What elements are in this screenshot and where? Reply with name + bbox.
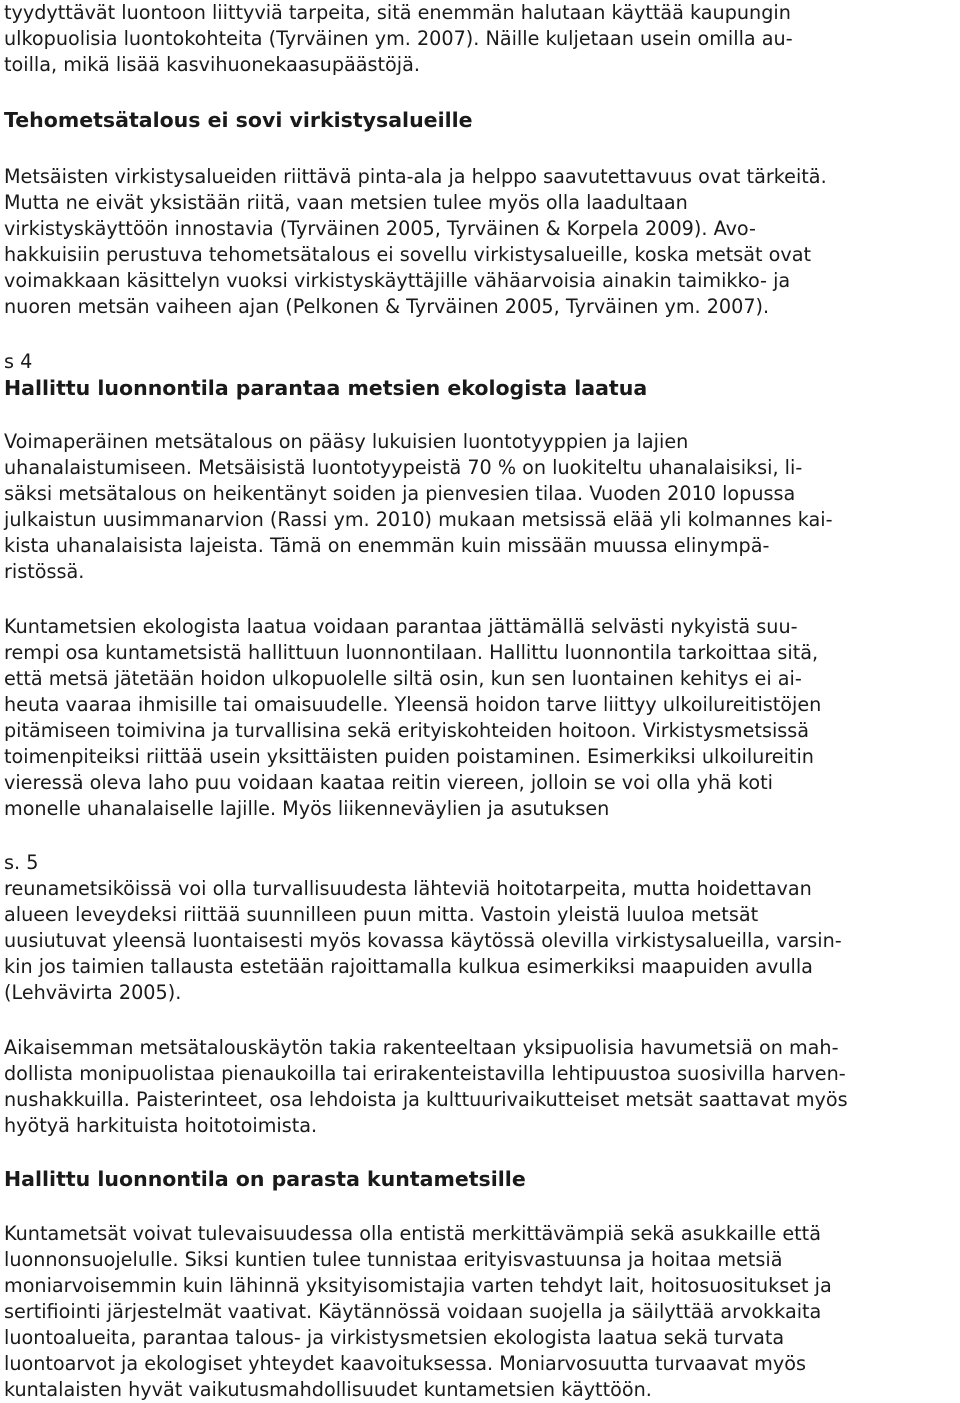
text-line: Kuntametsien ekologista laatua voidaan parantaa jättämällä selvästi nykyistä suu- [4, 615, 798, 638]
text-line: toimenpiteiksi riittää usein yksittäisten puiden poistaminen. Esimerkiksi ulkoilureitin [4, 745, 814, 768]
text-line: että metsä jätetään hoidon ulkopuolelle siltä osin, kun sen luontainen kehitys ei ai- [4, 667, 802, 690]
text-line: luontoalueita, parantaa talous- ja virkistysmetsien ekologista laatua sekä turvata [4, 1326, 785, 1349]
text-line: virkistyskäyttöön innostavia (Tyrväinen 2005, Tyrväinen & Korpela 2009). Avo- [4, 217, 756, 240]
text-line: luontoarvot ja ekologiset yhteydet kaavoituksessa. Moniarvosuutta turvaavat myös [4, 1352, 806, 1375]
text-line: dollista monipuolistaa pienaukoilla tai erirakenteistavilla lehtipuustoa suosivilla harven- [4, 1062, 846, 1085]
text-line: julkaistun uusimmanarvion (Rassi ym. 2010) mukaan metsissä elää yli kolmannes kai- [4, 508, 833, 531]
text-line: ristössä. [4, 560, 85, 583]
text-line: ulkopuolisia luontokohteita (Tyrväinen ym. 2007). Näille kuljetaan usein omilla au- [4, 27, 793, 50]
text-line: kuntalaisten hyvät vaikutusmahdollisuudet kuntametsien käyttöön. [4, 1378, 652, 1401]
text-line: monelle uhanalaiselle lajille. Myös liikenneväylien ja asutuksen [4, 797, 610, 820]
text-line: kin jos taimien tallausta estetään rajoittamalla kulkua esimerkiksi maapuiden avulla [4, 955, 813, 978]
text-line: nushakkuilla. Paisterinteet, osa lehdoista ja kulttuurivaikutteiset metsät saattavat myös [4, 1088, 848, 1111]
text-line: hyötyä harkituista hoitotoimista. [4, 1114, 318, 1137]
text-line: säksi metsätalous on heikentänyt soiden ja pienvesien tilaa. Vuoden 2010 lopussa [4, 482, 796, 505]
text-line: uusiutuvat yleensä luontaisesti myös kovassa käytössä olevilla virkistysalueilla, varsin- [4, 929, 842, 952]
text-line: toilla, mikä lisää kasvihuonekaasupäästöjä. [4, 53, 420, 76]
page-marker: s 4 [4, 350, 33, 373]
text-line: Kuntametsät voivat tulevaisuudessa olla entistä merkittävämpiä sekä asukkaille että [4, 1222, 821, 1245]
text-line: hakkuisiin perustuva tehometsätalous ei sovellu virkistysalueille, koska metsät ovat [4, 243, 812, 266]
page-marker: s. 5 [4, 851, 39, 874]
text-line: reunametsiköissä voi olla turvallisuudesta lähteviä hoitotarpeita, mutta hoidettavan [4, 877, 812, 900]
section-heading: Tehometsätalous ei sovi virkistysalueille [4, 108, 473, 132]
text-line: vieressä oleva laho puu voidaan kaataa reitin viereen, jolloin se voi olla yhä koti [4, 771, 773, 794]
text-line: Voimaperäinen metsätalous on pääsy lukuisien luontotyyppien ja lajien [4, 430, 689, 453]
text-line: Mutta ne eivät yksistään riitä, vaan metsien tulee myös olla laadultaan [4, 191, 688, 214]
section-heading: Hallittu luonnontila on parasta kuntametsille [4, 1167, 526, 1191]
text-line: nuoren metsän vaiheen ajan (Pelkonen & Tyrväinen 2005, Tyrväinen ym. 2007). [4, 295, 770, 318]
text-line: moniarvoisemmin kuin lähinnä yksityisomistajia varten tehdyt lait, hoitosuositukset ja [4, 1274, 832, 1297]
text-line: kista uhanalaisista lajeista. Tämä on enemmän kuin missään muussa elinympä- [4, 534, 770, 557]
text-line: pitämiseen toimivina ja turvallisina sekä erityiskohteiden hoitoon. Virkistysmetsissä [4, 719, 810, 742]
text-line: Aikaisemman metsätalouskäytön takia rakenteeltaan yksipuolisia havumetsiä on mah- [4, 1036, 839, 1059]
text-line: rempi osa kuntametsistä hallittuun luonnontilaan. Hallittu luonnontila tarkoittaa sitä, [4, 641, 819, 664]
text-line: alueen leveydeksi riittää suunnilleen puun mitta. Vastoin yleistä luuloa metsät [4, 903, 759, 926]
text-line: uhanalaistumiseen. Metsäisistä luontotyypeistä 70 % on luokiteltu uhanalaisiksi, li- [4, 456, 803, 479]
text-line: voimakkaan käsittelyn vuoksi virkistyskäyttäjille vähäarvoisia ainakin taimikko- ja [4, 269, 791, 292]
text-line: luonnonsuojelulle. Siksi kuntien tulee tunnistaa erityisvastuunsa ja hoitaa metsiä [4, 1248, 783, 1271]
text-line: heuta vaaraa ihmisille tai omaisuudelle. Yleensä hoidon tarve liittyy ulkoilureitistöjen [4, 693, 822, 716]
text-line: (Lehvävirta 2005). [4, 981, 182, 1004]
text-line: sertifiointi järjestelmät vaativat. Käytännössä voidaan suojella ja säilyttää arvokkaita [4, 1300, 822, 1323]
section-heading: Hallittu luonnontila parantaa metsien ekologista laatua [4, 376, 648, 400]
text-line: Metsäisten virkistysalueiden riittävä pinta-ala ja helppo saavutettavuus ovat tärkeitä. [4, 165, 827, 188]
text-line: tyydyttävät luontoon liittyviä tarpeita, sitä enemmän halutaan käyttää kaupungin [4, 1, 791, 24]
